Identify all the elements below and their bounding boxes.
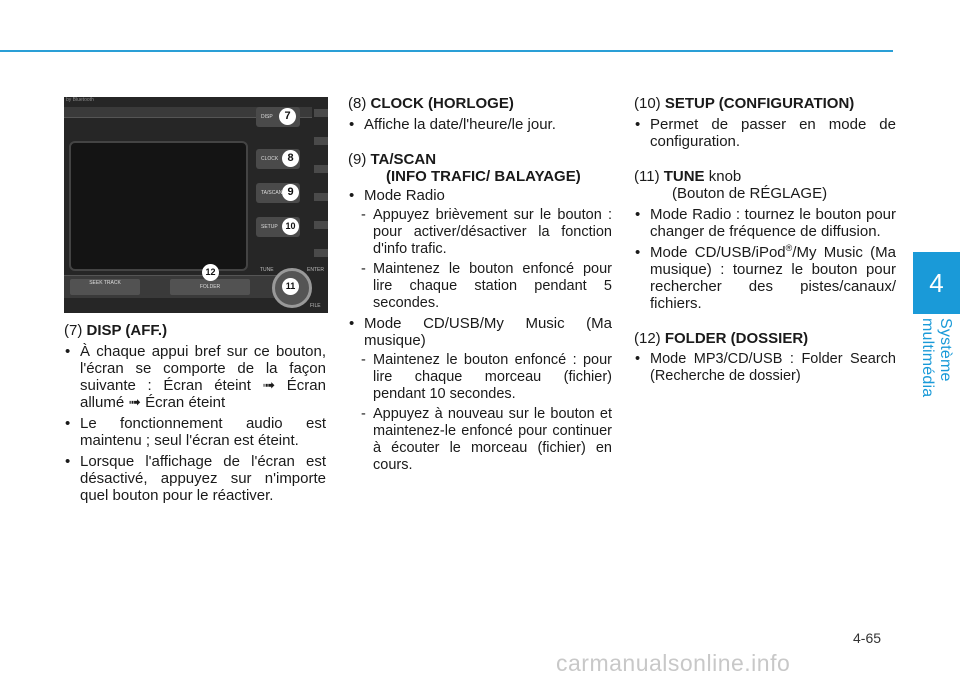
vent-slat [314,249,328,257]
display-screen [69,141,248,271]
vent-slat [314,221,328,229]
watermark: carmanualsonline.info [556,650,791,676]
chapter-number: 4 [929,268,944,298]
heading-7: (7) DISP (AFF.) [64,322,168,339]
tune-label: TUNE [260,267,274,273]
heading-11: (11) TUNE knob [634,168,742,185]
brand-text: by Bluetooth [66,97,94,103]
bullet-cd-mode: • Mode CD/USB/My Music (Ma musique) [348,315,612,349]
chapter-tab [913,252,960,314]
callout-7: 7 [279,108,296,125]
radio-illustration [64,97,328,313]
seek-track-button: SEEK TRACK [70,279,140,295]
folder-button: FOLDER [170,279,250,295]
vent-slat [314,137,328,145]
clock-button: CLOCK [256,149,300,169]
callout-11: 11 [282,278,299,295]
enter-label: ENTER [307,267,324,273]
column-1 [64,322,326,504]
heading-11-sub: (Bouton de RÉGLAGE) [672,185,828,202]
heading-9: (9) TA/SCAN [348,151,437,168]
bullet-7-1: • À chaque appui bref sur ce bouton, l'écran se comporte de la façon suivante : Écran éteint ➟ Écran allumé ➟ Écran éteint [64,343,326,411]
callout-12: 12 [202,264,219,281]
chapter-title: Système multimédia [919,318,954,398]
bullet-8: • Affiche la date/l'heure/le jour. [348,116,612,133]
cd-sub-2: - Appuyez à nouveau sur le bouton et maintenez-le enfoncé pour continuer à écouter le morceau (fichier) en cours. [348,406,612,474]
cd-sub-1: - Maintenez le bouton enfoncé : pour lire chaque morceau (fichier) pendant 10 secondes. [348,352,612,403]
callout-8: 8 [282,150,299,167]
bullet-radio-mode: • Mode Radio [348,187,612,204]
file-label: FILE [310,303,321,309]
disp-button: DISP [256,107,300,127]
bullet-7-3: • Lorsque l'affichage de l'écran est désactivé, appuyez sur n'importe quel bouton pour le réactiver. [64,453,326,504]
radio-sub-1: - Appuyez brièvement sur le bouton : pour activer/désactiver la fonction d'info trafic. [348,207,612,258]
setup-button: SETUP [256,217,300,237]
bullet-12: • Mode MP3/CD/USB : Folder Search (Recherche de dossier) [634,351,896,385]
column-2 [348,95,612,474]
vent-slat [314,109,328,117]
vent-slat [314,165,328,173]
column-3 [634,95,896,385]
header-rule [0,50,893,52]
tascan-button: TA/SCAN [256,183,300,203]
bullet-7-2: • Le fonctionnement audio est maintenu ; seul l'écran est éteint. [64,415,326,449]
heading-10: (10) SETUP (CONFIGURATION) [634,95,855,112]
heading-9-sub: (INFO TRAFIC/ BALAYAGE) [386,168,581,185]
callout-9: 9 [282,184,299,201]
page-number: 4-65 [853,630,882,646]
bullet-10: • Permet de passer en mode de configuration. [634,116,896,150]
radio-sub-2: - Maintenez le bouton enfoncé pour lire chaque station pendant 5 secondes. [348,261,612,312]
bullet-11-2: • Mode CD/USB/iPod®/My Music (Ma musique) : tournez le bouton pour rechercher des pistes/canaux/ fichiers. [634,244,896,312]
heading-12: (12) FOLDER (DOSSIER) [634,330,809,347]
callout-10: 10 [282,218,299,235]
vent-slat [314,193,328,201]
bullet-11-1: • Mode Radio : tournez le bouton pour changer de fréquence de diffusion. [634,206,896,240]
heading-8: (8) CLOCK (HORLOGE) [348,95,514,112]
